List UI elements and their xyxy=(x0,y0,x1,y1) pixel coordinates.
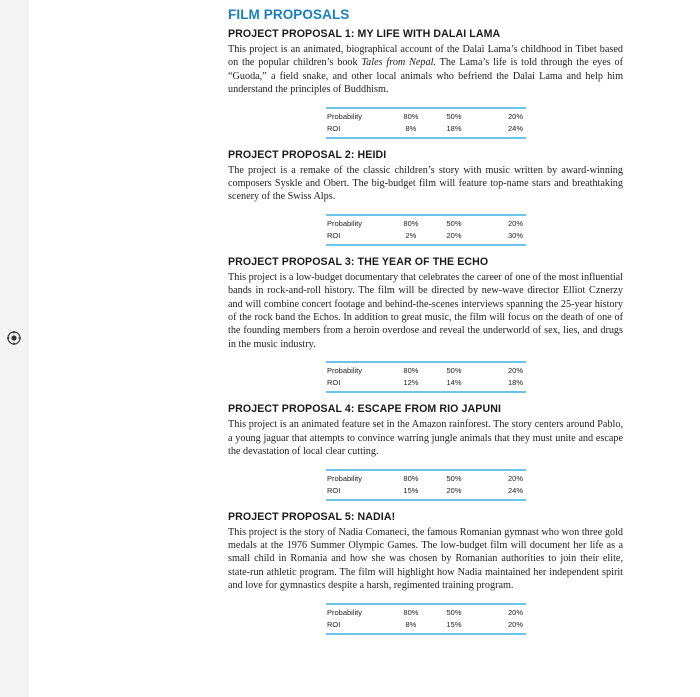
table-cell: 80% xyxy=(403,111,419,121)
crosshair-target-icon[interactable] xyxy=(7,331,21,345)
row-label: ROI xyxy=(327,123,341,133)
row-label: Probability xyxy=(327,366,363,376)
table-cell: 8% xyxy=(405,619,417,629)
table-row xyxy=(326,108,526,123)
document-content xyxy=(228,7,623,635)
table-cell: 20% xyxy=(446,485,462,495)
table-cell: 8% xyxy=(405,123,417,133)
table-row xyxy=(326,470,526,485)
proposal-heading: PROJECT PROPOSAL 1: MY LIFE WITH DALAI LAMA xyxy=(228,28,501,40)
table-row xyxy=(326,604,526,619)
probability-roi-table xyxy=(326,361,526,393)
proposal-3 xyxy=(228,256,623,403)
table-cell: 20% xyxy=(507,607,523,617)
row-label: ROI xyxy=(327,485,341,495)
table-cell: 80% xyxy=(403,473,419,483)
probability-roi-table xyxy=(326,469,526,501)
row-label: Probability xyxy=(327,473,363,483)
table-cell: 50% xyxy=(446,607,462,617)
table-cell: 2% xyxy=(405,230,417,240)
table-cell: 50% xyxy=(446,218,462,228)
table-cell: 24% xyxy=(507,485,523,495)
table-cell: 15% xyxy=(446,619,462,629)
proposal-description: The project is a remake of the classic children’s story with music written by award-winning composers Syskle and Obert. The big-budget film will feature top-name stars and breathtaking scenery of the Swiss Alps. xyxy=(228,164,623,203)
table-row xyxy=(326,362,526,377)
table-cell: 20% xyxy=(507,619,523,629)
description-text: This project is an animated, biographical account of the Dalai Lama’s childhood in Tibet based on the popular children’s book xyxy=(228,44,623,69)
table-cell: 20% xyxy=(507,218,523,228)
table-cell: 50% xyxy=(446,111,462,121)
proposal-description xyxy=(228,43,623,97)
row-label: Probability xyxy=(327,607,363,617)
table-cell: 50% xyxy=(446,473,462,483)
table-cell: 12% xyxy=(403,378,419,388)
table-cell: 14% xyxy=(446,378,462,388)
proposal-5 xyxy=(228,511,623,635)
proposal-description: This project is a low-budget documentary that celebrates the career of one of the most influential bands in rock-and-roll history. The film will be directed by new-wave director Elliot Cznerzy and will combine concert footage and behind-the-scenes interviews spanning the 25-year history of the rock band the Echos. In addition to great music, the film will focus on the death of one of the founding members from a heroin overdose and reveal the underworld of sex, lies, and drugs in the music industry. xyxy=(228,271,623,350)
table-cell: 15% xyxy=(403,485,419,495)
proposal-1 xyxy=(228,28,623,149)
table-row xyxy=(326,230,526,245)
table-cell: 30% xyxy=(507,230,523,240)
table-row xyxy=(326,123,526,138)
table-cell: 80% xyxy=(403,366,419,376)
description-text: The Lama’s life is told through the eyes of “Guoda,” a field snake, and other local animals who befriend the Dalai Lama and help him understand the principles of Buddhism. xyxy=(228,57,623,96)
page-title: FILM PROPOSALS xyxy=(228,7,350,22)
table-row xyxy=(326,485,526,500)
book-title: Tales from Nepal. xyxy=(361,57,436,69)
left-margin-bar xyxy=(0,0,29,697)
row-label: Probability xyxy=(327,218,363,228)
proposal-4 xyxy=(228,403,623,510)
table-cell: 80% xyxy=(403,218,419,228)
table-cell: 20% xyxy=(507,366,523,376)
row-label: ROI xyxy=(327,378,341,388)
table-cell: 20% xyxy=(507,473,523,483)
table-cell: 18% xyxy=(446,123,462,133)
proposal-heading: PROJECT PROPOSAL 4: ESCAPE FROM RIO JAPUNI xyxy=(228,403,502,416)
row-label: ROI xyxy=(327,230,341,240)
proposal-description: This project is the story of Nadia Comaneci, the famous Romanian gymnast who won three gold medals at the 1976 Summer Olympic Games. The low-budget film will document her life as a small child in Romania and how she was chosen by Romanian authorities to join their elite, state-run athletic program. The film will highlight how Nadia maintained her independent spirit and love for gymnastics despite a harsh, regimented training program. xyxy=(228,526,623,592)
proposal-heading: PROJECT PROPOSAL 3: THE YEAR OF THE ECHO xyxy=(228,255,489,268)
probability-roi-table xyxy=(326,107,526,139)
table-cell: 80% xyxy=(403,607,419,617)
probability-roi-table xyxy=(326,214,526,246)
probability-roi-table xyxy=(326,603,526,635)
row-label: Probability xyxy=(327,111,363,121)
table-cell: 50% xyxy=(446,366,462,376)
proposal-description: This project is an animated feature set in the Amazon rainforest. The story centers around Pablo, a young jaguar that attempts to convince warring jungle animals that they must unite and escape the devastation of local clear cutting. xyxy=(228,419,623,458)
proposal-heading: PROJECT PROPOSAL 2: HEIDI xyxy=(228,148,387,161)
table-row xyxy=(326,619,526,634)
proposal-2 xyxy=(228,149,623,256)
table-row xyxy=(326,215,526,230)
table-cell: 24% xyxy=(507,123,523,133)
table-cell: 20% xyxy=(507,111,523,121)
table-cell: 18% xyxy=(507,378,523,388)
row-label: ROI xyxy=(327,619,341,629)
table-row xyxy=(326,377,526,392)
proposal-heading: PROJECT PROPOSAL 5: NADIA! xyxy=(228,510,396,523)
table-cell: 20% xyxy=(446,230,462,240)
